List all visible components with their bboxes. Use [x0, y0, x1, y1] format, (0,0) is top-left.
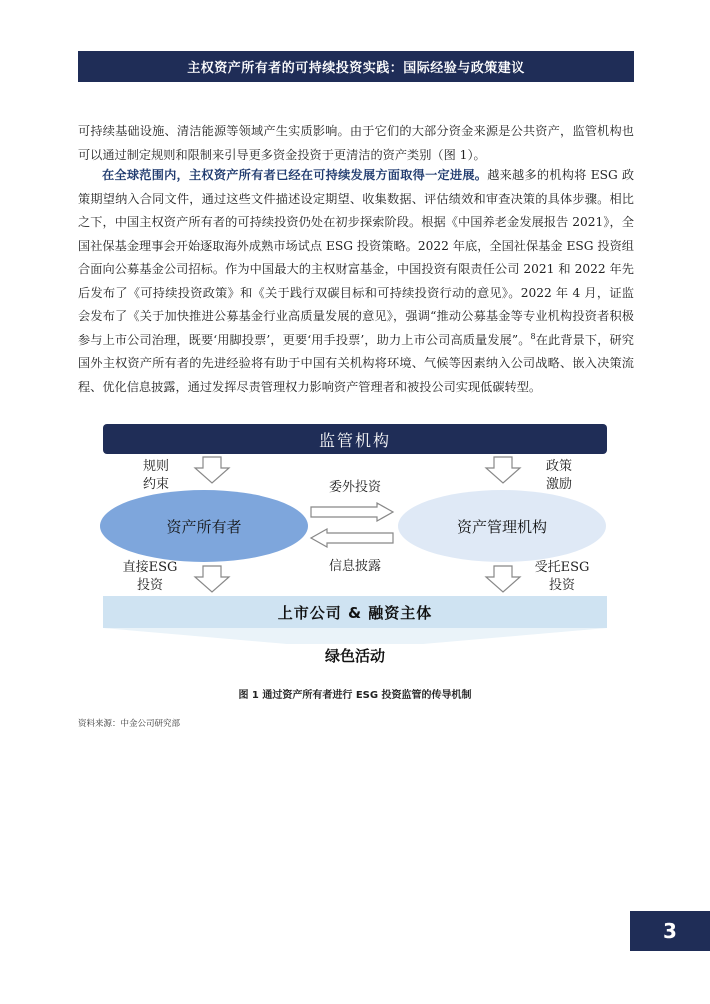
regulator-label: 监管机构 [318, 430, 391, 450]
figure-caption: 图 1 通过资产所有者进行 ESG 投资监管的传导机制 [238, 690, 472, 701]
asset-owner-node [100, 490, 308, 562]
listed-companies-label: 上市公司 & 融资主体 [277, 603, 433, 622]
label-direct-esg [110, 559, 190, 595]
down-arrow-icon [484, 565, 522, 593]
paragraph-2-body: 越来越多的机构将 ESG 政策期望纳入合同文件，通过这些文件描述设定期望、收集数据、评估绩效和审查决策的具体步骤。相比之下，中国主权资产所有者的可持续投资仍处在初步探索阶段。根据《中国养老金发展报告 2021》，全国社保基金理事会开始逐取海外成熟市场试点 ESG 投资策略。2022 年底，全国社保基金 ESG 投资组合面向公募基金公司招标。作为中国最大的主权财富基金，中国投资有限责任公司 2021 和 2022 年先后发布了《可持续投资政策》和《关于践行双碳目标和可持续投资行动的意见》。2022 年 4 月，证监会发布了《关于加快推进公募基金行业高质量发展的意见》，强调“推动公募基金等专业机构投资者积极参与上市公司治理，既要‘用脚投票’，更要‘用手投票’，助力上市公司高质量发展”。 [78, 168, 635, 347]
paragraph-1: 可持续基础设施、清洁能源等领域产生实质影响。由于它们的大部分资金来源是公共资产，监管机构也可以通过制定规则和限制来引导更多资金投资于更清洁的资产类别（图 1）。 [78, 124, 634, 162]
paragraph-2 [78, 164, 634, 399]
label-rules [130, 458, 182, 494]
page-number-text: 3 [663, 919, 677, 943]
header-title: 主权资产所有者的可持续投资实践：国际经验与政策建议 [187, 61, 525, 76]
page-header [78, 51, 634, 82]
right-arrow-icon [309, 502, 395, 522]
asset-owner-label: 资产所有者 [166, 517, 242, 536]
label-entrusted-esg [522, 559, 602, 595]
down-arrow-icon [193, 456, 231, 484]
label-direct-line2: 投资 [136, 578, 163, 593]
label-rules-line1: 规则 [142, 459, 169, 474]
label-entrusted-line2: 投资 [548, 578, 575, 593]
asset-manager-label: 资产管理机构 [456, 517, 547, 536]
funnel-shape [103, 628, 607, 644]
label-delegate: 委外投资 [328, 480, 381, 495]
label-rules-line2: 约束 [142, 477, 169, 492]
down-arrow-icon [484, 456, 522, 484]
label-policy-line1: 政策 [545, 459, 572, 474]
down-arrow-icon [193, 565, 231, 593]
label-entrusted-line1: 受托ESG [534, 560, 590, 575]
page-number [630, 911, 710, 951]
label-policy-line2: 激励 [545, 477, 572, 492]
left-arrow-icon [309, 528, 395, 548]
paragraph-2-tail: 在此背景下，研究国外主权资产所有者的先进经验将有助于中国有关机构将环境、气候等因素纳入公司战略、嵌入决策流程、优化信息披露，通过发挥尽责管理权力影响资产管理者和被投公司实现低碳转型。 [78, 332, 634, 394]
label-disclosure: 信息披露 [328, 559, 381, 574]
listed-companies-box [103, 596, 607, 628]
paragraph-2-lead: 在全球范围内，主权资产所有者已经在可持续发展方面取得一定进展。 [102, 168, 488, 182]
regulator-box [103, 424, 607, 454]
green-activities-label: 绿色活动 [324, 647, 385, 665]
label-policy [533, 458, 585, 494]
footnote-ref[interactable]: 8 [530, 331, 536, 341]
figure-source: 资料来源：中金公司研究部 [78, 719, 181, 729]
asset-manager-node [398, 490, 606, 562]
label-direct-line1: 直接ESG [122, 560, 178, 575]
